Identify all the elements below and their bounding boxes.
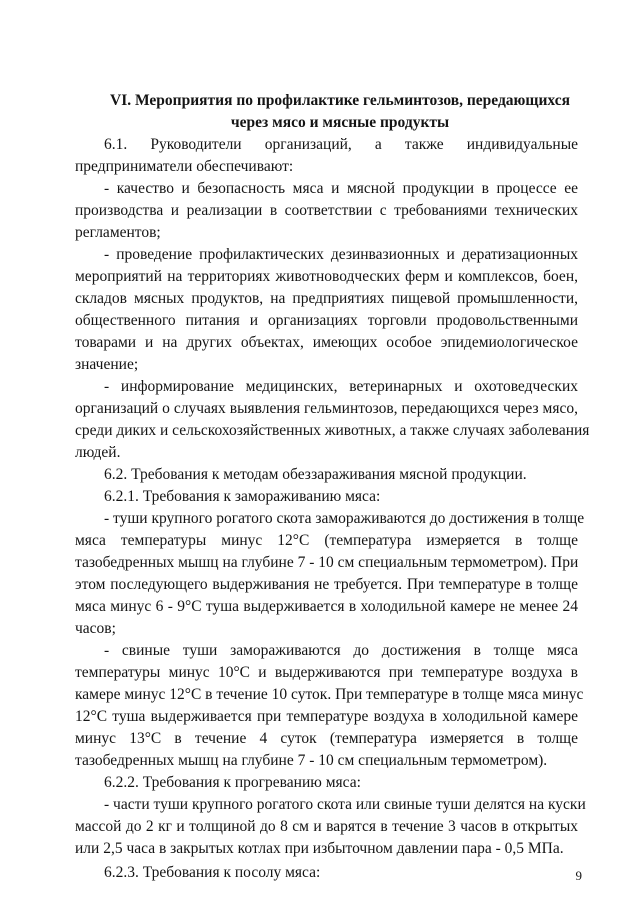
text-line: или 2,5 часа в закрытых котлах при избыточном давлении пара - 0,5 МПа. bbox=[75, 840, 564, 857]
text-line: - качество и безопасность мяса и мясной продукции в процессе ее bbox=[104, 180, 578, 197]
text-line: мяса температуры минус 12°С (температура измеряется в толще bbox=[75, 532, 578, 549]
text-line: камере минус 12°С в течение 10 суток. При температуре в толще мяса минус bbox=[75, 686, 584, 703]
text-line: массой до 2 кг и толщиной до 8 см и варятся в течение 3 часов в открытых bbox=[75, 818, 578, 835]
text-line: складов мясных продуктов, на предприятиях пищевой промышленности, bbox=[75, 290, 578, 307]
text-line: мероприятий на территориях животноводческих ферм и комплексов, боен, bbox=[75, 268, 578, 285]
text-line: этом последующего выдерживания не требуется. При температуре в толще bbox=[75, 576, 578, 593]
text-line: 6.1. Руководители организаций, а также индивидуальные bbox=[104, 136, 578, 153]
text-line: - свиные туши замораживаются до достижения в толще мяса bbox=[104, 642, 578, 659]
text-line: организаций о случаях выявления гельминтозов, передающихся через мясо, bbox=[75, 400, 578, 417]
text-line: значение; bbox=[75, 356, 139, 373]
section-heading-line-2: через мясо и мясные продукты bbox=[230, 114, 450, 131]
text-line: температуры минус 10°С и выдерживаются при температуре воздуха в bbox=[75, 664, 578, 681]
text-line: - информирование медицинских, ветеринарных и охотоведческих bbox=[104, 378, 578, 395]
text-line: - проведение профилактических дезинвазионных и дератизационных bbox=[104, 246, 578, 263]
text-line: 6.2.1. Требования к замораживанию мяса: bbox=[104, 488, 381, 505]
text-line: 6.2.2. Требования к прогреванию мяса: bbox=[104, 774, 361, 791]
text-line: 12°С туша выдерживается при температуре воздуха в холодильной камере bbox=[75, 708, 578, 725]
text-line: тазобедренных мышц на глубине 7 - 10 см специальным термометром). При bbox=[75, 554, 579, 571]
text-line: часов; bbox=[75, 620, 116, 637]
text-line: предприниматели обеспечивают: bbox=[75, 158, 294, 175]
text-line: людей. bbox=[75, 444, 121, 461]
text-line: 6.2. Требования к методам обеззараживания мясной продукции. bbox=[104, 466, 527, 483]
text-line: общественного питания и организациях торговли продовольственными bbox=[75, 312, 578, 329]
text-line: мяса минус 6 - 9°С туша выдерживается в холодильной камере не менее 24 bbox=[75, 598, 578, 615]
text-line: товарами и на других объектах, имеющих особое эпидемиологическое bbox=[75, 334, 578, 351]
section-heading-line-1: VI. Мероприятия по профилактике гельминтозов, передающихся bbox=[110, 92, 570, 109]
text-line: - части туши крупного рогатого скота или свиные туши делятся на куски bbox=[104, 796, 586, 813]
text-line: - туши крупного рогатого скота замораживаются до достижения в толще bbox=[104, 510, 585, 527]
page-number: 9 bbox=[575, 868, 582, 883]
text-line: производства и реализации в соответствии с требованиями технических bbox=[75, 202, 578, 219]
text-line: среди диких и сельскохозяйственных животных, а также случаях заболевания bbox=[75, 422, 590, 439]
text-line: регламентов; bbox=[75, 224, 161, 241]
text-line: минус 13°С в течение 4 суток (температура измеряется в толще bbox=[75, 730, 578, 747]
text-line: тазобедренных мышц на глубине 7 - 10 см специальным термометром). bbox=[75, 752, 548, 769]
text-line: 6.2.3. Требования к посолу мяса: bbox=[104, 864, 321, 881]
